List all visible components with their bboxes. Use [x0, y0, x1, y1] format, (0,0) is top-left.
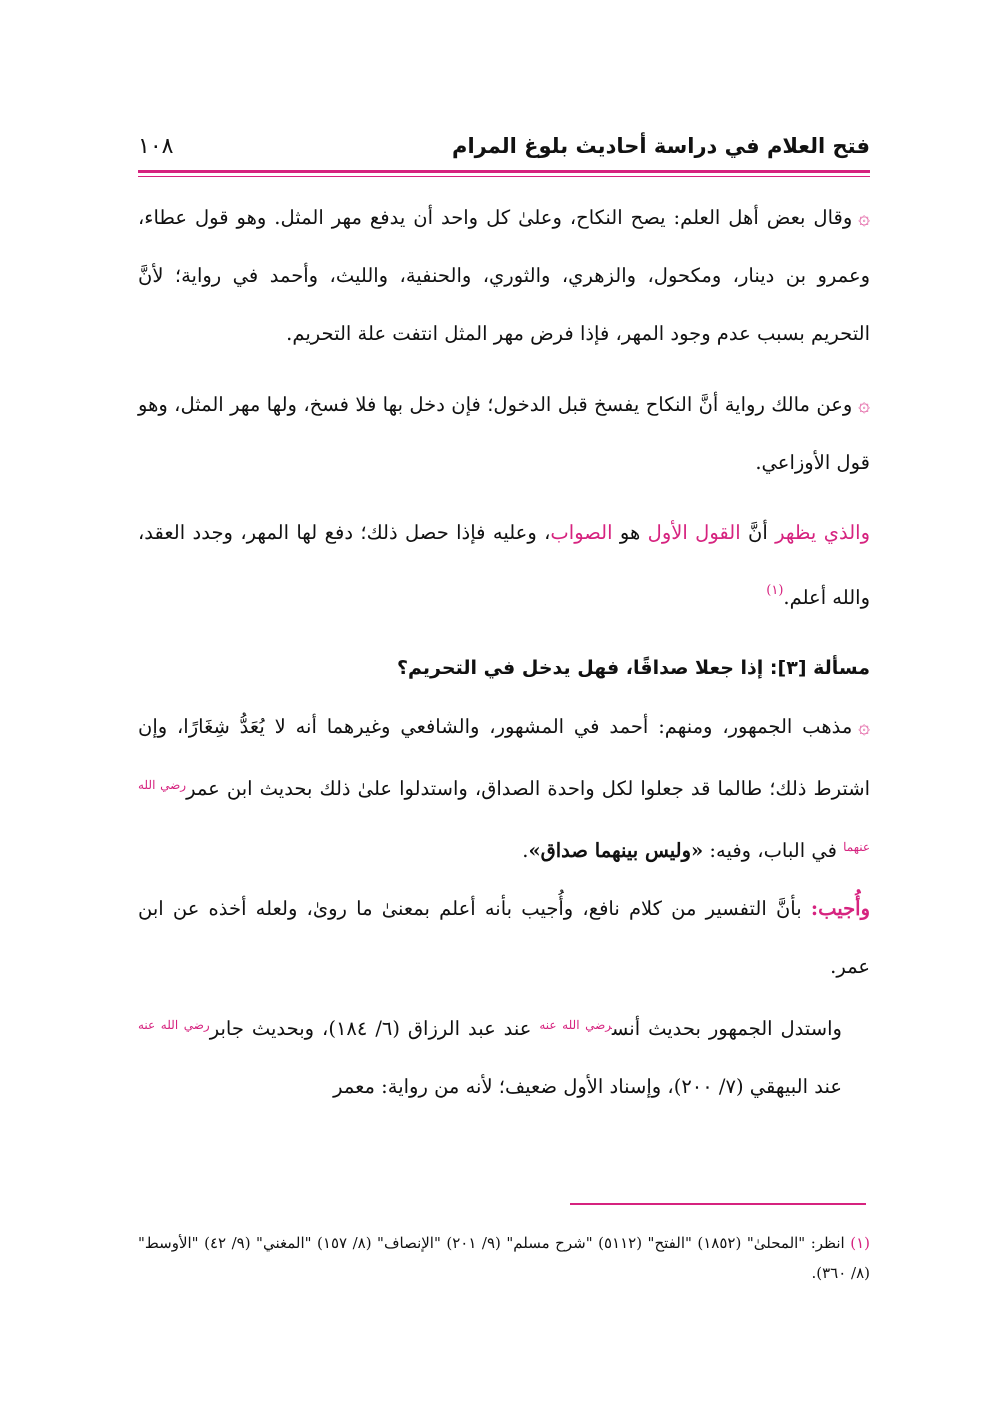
page-header — [138, 128, 870, 164]
honorific-glyph: رضي الله عنه — [539, 1018, 612, 1032]
paragraph-4-text-a: مذهب الجمهور، ومنهم: أحمد في المشهور، والشافعي وغيرهما أنه لا يُعَدُّ شِغَارًا، وإن اشترط ذلك؛ طالما قد جعلوا لكل واحدة الصداق، واستدلوا علىٰ ذلك بحديث ابن عمر — [138, 715, 870, 800]
running-title: فتح العلام في دراسة أحاديث بلوغ المرام — [452, 134, 870, 158]
highlight-phrase-2: القول الأول — [647, 521, 741, 544]
paragraph-2 — [138, 375, 870, 492]
paragraph-4 — [138, 697, 870, 880]
footnote-separator — [570, 1203, 866, 1205]
paragraph-4-text-c: . — [522, 839, 529, 862]
section-heading-text: إذا جعلا صداقًا، فهل يدخل في التحريم؟ — [397, 657, 770, 679]
flower-ornament-icon: ۞ — [858, 205, 870, 229]
footnote-text: انظر: "المحلىٰ" (١٨٥٢) "الفتح" (٥١١٢) "شرح مسلم" (٩/ ٢٠١) "الإنصاف" (٨/ ١٥٧) "المغني" (٩/ ٤٢) "الأوسط" (٨/ ٣٦٠). — [138, 1234, 870, 1282]
paragraph-1-text: وقال بعض أهل العلم: يصح النكاح، وعلىٰ كل واحد أن يدفع مهر المثل. وهو قول عطاء، وعمرو بن دينار، ومكحول، والزهري، والثوري، والحنفية، والليث، وأحمد في رواية؛ لأنَّ التحريم بسبب عدم وجود المهر، فإذا فرض مهر المثل انتفت علة التحريم. — [138, 206, 870, 345]
paragraph-1 — [138, 188, 870, 363]
body-text — [138, 188, 870, 1116]
header-rule-thick — [138, 170, 870, 173]
paragraph-5-text: بأنَّ التفسير من كلام نافع، وأُجيب بأنه أعلم بمعنىٰ ما روىٰ، ولعله أخذه عن ابن عمر. — [138, 897, 870, 978]
paragraph-6-text-a: واستدل الجمهور بحديث أنس — [611, 1017, 842, 1040]
paragraph-3-text-c: ، وعليه فإذا حصل ذلك؛ دفع لها المهر، وجدد العقد، والله أعلم. — [138, 521, 870, 609]
section-heading-label: مسألة [٣]: — [769, 657, 870, 679]
paragraph-6-text-b: عند عبد الرزاق (٦/ ١٨٤)، وبحديث جابر — [209, 1017, 540, 1040]
hadith-quote: «وليس بينهما صداق» — [528, 839, 704, 862]
paragraph-3-text-b: هو — [612, 521, 648, 544]
footnote-number: (١) — [850, 1234, 870, 1252]
section-heading — [138, 639, 870, 697]
paragraph-4-text-b: في الباب، وفيه: — [703, 839, 844, 862]
flower-ornament-icon: ۞ — [858, 392, 870, 416]
footnote — [138, 1228, 870, 1288]
paragraph-6-text-c: عند البيهقي (٧/ ٢٠٠)، وإسناد الأول ضعيف؛ لأنه من رواية: معمر — [333, 1075, 842, 1098]
flower-ornament-icon: ۞ — [858, 714, 870, 738]
page-number: ١٠٨ — [138, 133, 174, 159]
paragraph-2-text: وعن مالك رواية أنَّ النكاح يفسخ قبل الدخول؛ فإن دخل بها فلا فسخ، ولها مهر المثل، وهو قول الأوزاعي. — [138, 393, 870, 474]
paragraph-3-text-a: أنَّ — [740, 521, 776, 544]
footnote-marker[interactable]: (١) — [766, 583, 784, 598]
paragraph-3 — [138, 504, 870, 627]
highlight-phrase-3: الصواب — [550, 521, 613, 544]
paragraph-5 — [138, 880, 870, 996]
honorific-glyph: رضي الله عنهما — [138, 778, 870, 854]
paragraph-6 — [138, 996, 870, 1116]
response-label: وأُجيب: — [810, 897, 870, 920]
honorific-glyph: رضي الله عنه — [138, 1018, 210, 1032]
header-rule-thin — [138, 176, 870, 177]
highlight-phrase: والذي يظهر — [775, 521, 870, 544]
